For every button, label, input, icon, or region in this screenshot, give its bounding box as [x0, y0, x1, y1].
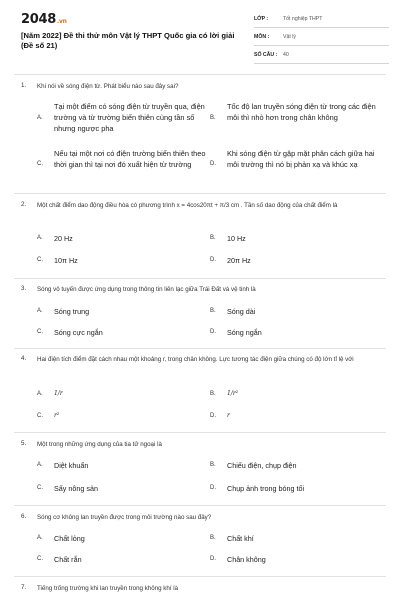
question-1-option-b[interactable]: B. Tốc độ lan truyền sóng điện từ trong các điện môi thì nhỏ hơn trong chân không — [210, 102, 376, 122]
question-2-option-b[interactable]: B. 10 Hz — [210, 234, 246, 243]
question-6-text: Sóng cơ không lan truyền được trong môi trường nào sau đây? — [37, 514, 212, 521]
question-2-option-c[interactable]: C. 10π Hz — [37, 256, 78, 265]
meta-count-label: SỐ CÂU : — [254, 52, 278, 58]
question-4-option-a[interactable]: A. 1/r — [37, 390, 63, 397]
question-4-text: Hai điện tích điểm đặt cách nhau một khoảng r, trong chân không. Lực tương tác điện giữa chúng có độ lớn tỉ lệ với — [37, 356, 354, 363]
question-5-option-a[interactable]: A. Diệt khuẩn — [37, 461, 89, 470]
question-3-option-d[interactable]: D. Sóng ngắn — [210, 328, 262, 337]
divider — [14, 432, 386, 433]
question-1-number: 1. — [21, 82, 27, 89]
meta-count-value: 40 — [283, 52, 289, 58]
page-header — [0, 0, 400, 62]
meta-count — [254, 49, 389, 64]
question-3-text: Sóng vô tuyến được ứng dụng trong thông tin liên lạc giữa Trái Đất và vệ tinh là — [37, 286, 256, 293]
question-7-number: 7. — [21, 584, 27, 591]
question-2-option-d[interactable]: D. 20π Hz — [210, 256, 251, 265]
meta-class-label: LỚP : — [254, 16, 269, 22]
question-6-number: 6. — [21, 513, 27, 520]
question-6-option-d[interactable]: D. Chân không — [210, 555, 266, 564]
question-3-option-c[interactable]: C. Sóng cực ngắn — [37, 328, 103, 337]
exam-title: [Năm 2022] Đề thi thử môn Vật lý THPT Quốc gia có lời giải (Đề số 21) — [21, 31, 235, 50]
question-5-number: 5. — [21, 440, 27, 447]
question-2-text: Một chất điểm dao động điều hòa có phương trình x = 4cos20πt + π/3 cm . Tần số dao động của chất điểm là — [37, 202, 338, 209]
meta-subject-value: Vật lý — [283, 34, 296, 40]
question-1-option-c[interactable]: C. Nếu tại một nơi có điện trường biến thiên theo thời gian thì tại nơi đó xuất hiện từ trường — [37, 149, 206, 169]
question-4-option-c[interactable]: C. r² — [37, 412, 60, 419]
question-5-option-b[interactable]: B. Chiếu điện, chụp điện — [210, 461, 297, 470]
question-6-option-a[interactable]: A. Chất lỏng — [37, 534, 85, 543]
question-1-text: Khi nói về sóng điện từ. Phát biểu nào sau đây sai? — [37, 83, 179, 90]
question-2-number: 2. — [21, 201, 27, 208]
question-4-number: 4. — [21, 355, 27, 362]
divider — [14, 348, 386, 349]
site-logo[interactable]: 2048.vn — [21, 12, 67, 27]
question-3-option-a[interactable]: A. Sóng trung — [37, 307, 90, 316]
divider — [14, 505, 386, 506]
divider — [14, 278, 386, 279]
question-2-option-a[interactable]: A. 20 Hz — [37, 234, 73, 243]
question-3-number: 3. — [21, 285, 27, 292]
divider — [14, 193, 386, 194]
meta-subject-label: MÔN : — [254, 34, 270, 40]
question-6-option-c[interactable]: C. Chất rắn — [37, 555, 82, 564]
question-1-option-a[interactable]: A. Tại một điểm có sóng điện từ truyền qua, điện trường và từ trường biến thiên cùng tần số nhưng ngược pha — [37, 102, 205, 133]
exam-meta — [254, 13, 389, 67]
question-1-option-d[interactable]: D. Khi sóng điện từ gặp mặt phân cách giữa hai môi trường thì nó bị phản xạ và khúc xạ — [210, 149, 375, 169]
divider — [14, 576, 386, 577]
question-5-text: Một trong những ứng dụng của tia tử ngoại là — [37, 441, 162, 448]
question-4-option-d[interactable]: D. r — [210, 412, 230, 419]
question-6-option-b[interactable]: B. Chất khí — [210, 534, 254, 543]
question-3-option-b[interactable]: B. Sóng dài — [210, 307, 256, 316]
question-7-text: Tiếng trống trường khi lan truyền trong không khí là — [37, 585, 179, 592]
question-5-option-d[interactable]: D. Chụp ảnh trong bóng tối — [210, 484, 305, 493]
meta-class — [254, 13, 389, 28]
meta-class-value: Tốt nghiệp THPT — [283, 16, 323, 22]
divider — [14, 74, 386, 75]
question-4-option-b[interactable]: B. 1/r² — [210, 390, 239, 397]
question-5-option-c[interactable]: C. Sấy nông sản — [37, 484, 98, 493]
meta-subject — [254, 31, 389, 46]
